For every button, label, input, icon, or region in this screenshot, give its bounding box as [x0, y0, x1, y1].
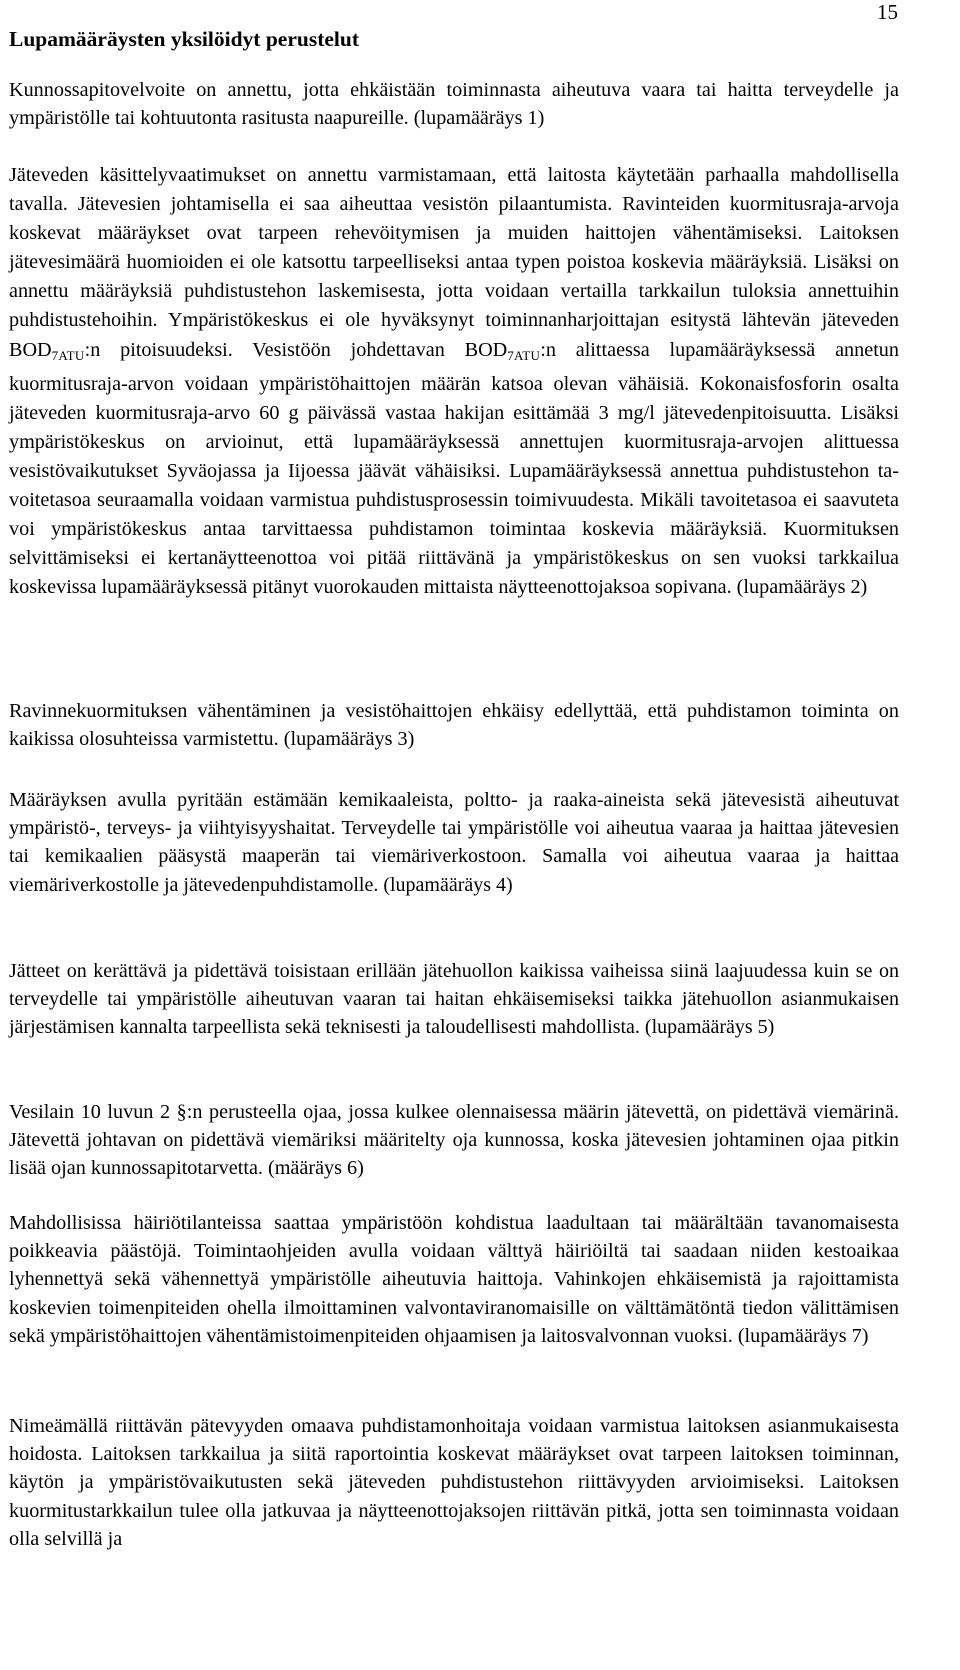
paragraph-text: :n pitoisuudeksi. Vesistöön johdettavan BOD	[84, 338, 508, 361]
paragraph-text: :n alittaessa lupamääräyksessä annetun kuormitusraja-arvon voidaan ympäristöhaittojen määrän katsoa olevan vähäisiä. Kokonaisfosforin osalta jäteveden kuormitusraja-arvo 60 g päivässä vastaa hakijan esittämää 3 mg/l jätevedenpitoisuutta. Lisäksi ympäristökeskus on arvioinut, että lupamääräyksessä annettujen kuormitusraja-arvojen alittuessa vesistövaikutukset Syväojassa ja Iijoessa jäävät vähäisiksi. Lupamääräyksessä annettua puhdistustehon tavoitetasoa seuraamalla voidaan varmistua puhdistusprosessin toimivuudesta. Mikäli tavoitetasoa ei saavuteta voi ympäristökeskus antaa tarvittaessa puhdistamon toimintaa koskevia määräyksiä. Kuormituksen selvittämiseksi ei kertanäytteenottoa voi pitää riittävänä ja ympäristökeskus on sen vuoksi tarkkailua koskevissa lupamääräyksessä pitänyt vuorokauden mittaista näytteenottojaksoa sopivana. (lupamääräys 2)	[9, 338, 899, 599]
paragraph-text: Jäteveden käsittelyvaatimukset on annettu varmistamaan, että laitosta käytetään parhaalla mahdollisella tavalla. Jätevesien johtamisella ei saa aiheuttaa vesistön pilaantumista. Ravinteiden kuormitusraja-arvoja koskevat määräykset ovat tarpeen rehevöitymisen ja muiden haittojen vähentämiseksi. Laitoksen jätevesimäärä huomioiden ei ole katsottu tarpeelliseksi antaa typen poistoa koskevia määräyksiä. Lisäksi on annettu määräyksiä puhdistustehon laskemisesta, jotta voidaan vertailla tarkkailun tuloksia annettuihin puhdistustehoihin. Ympäristökeskus ei ole hyväksynyt toiminnanharjoittajan esitystä lähtevän jäteveden BOD	[9, 164, 899, 361]
paragraph-maintenance-obligation: Kunnossapitovelvoite on annettu, jotta ehkäistään toiminnasta aiheutuva vaara tai haitta terveydelle ja ympäristölle tai kohtuutonta rasitusta naapureille. (lupamääräys 1)	[9, 79, 899, 130]
bod-subscript: 7ATU	[507, 347, 541, 363]
section-heading: Lupamääräysten yksilöidyt perustelut	[9, 27, 360, 51]
paragraph-disturbances: Mahdollisissa häiriötilanteissa saattaa ympäristöön kohdistua laadultaan tai määrältään tavanomaisesta poikkeavia päästöjä. Toimintaohjeiden avulla voidaan välttyä häiriöiltä tai saadaan niiden kestoaikaa lyhennettyä sekä vähennettyä ympäristölle aiheutuvia haittoja. Vahinkojen ehkäisemistä ja rajoittamista koskevien toimenpiteiden ohella ilmoittaminen valvontaviranomaisille on välttämätöntä tiedon välittämisen sekä ympäristöhaittojen vähentämistoimenpiteiden ohjaamisen ja laitosvalvonnan vuoksi. (lupamääräys 7)	[9, 1212, 899, 1347]
paragraph-chemicals: Määräyksen avulla pyritään estämään kemikaaleista, poltto- ja raaka-aineista sekä jätevesistä aiheutuvat ympäristö-, terveys- ja viihtyisyyshaitat. Terveydelle tai ympäristölle voi aiheutua vaaraa ja haittaa jätevesien tai kemikaalien pääsystä maaperän tai viemäriverkostoon. Samalla voi aiheutua vaaraa ja haittaa viemäriverkostolle ja jätevedenpuhdistamolle. (lupamääräys 4)	[9, 789, 899, 896]
paragraph-plant-operator: Nimeämällä riittävän pätevyyden omaava puhdistamonhoitaja voidaan varmistua laitoksen asianmukaisesta hoidosta. Laitoksen tarkkailua ja siitä raportointia koskevat määräykset ovat tarpeen laitoksen toiminnan, käytön ja ympäristövaikutusten sekä jäteveden puhdistustehon riittävyyden arvioimiseksi. Laitoksen kuormitustarkkailun tulee olla jatkuvaa ja näytteenottojaksojen riittävän pitkä, jotta sen toiminnasta voidaan olla selvillä ja	[9, 1415, 899, 1550]
paragraph-water-act: Vesilain 10 luvun 2 §:n perusteella ojaa, jossa kulkee olennaisessa määrin jätevettä, on pidettävä viemärinä. Jätevettä johtavan on pidettävä viemäriksi määritelty oja kunnossa, koska jätevesien johtaminen ojaa pitkin lisää ojan kunnossapitotarvetta. (määräys 6)	[9, 1101, 899, 1180]
page-number: 15	[877, 0, 898, 24]
paragraph-waste: Jätteet on kerättävä ja pidettävä toisistaan erillään jätehuollon kaikissa vaiheissa siinä laajuudessa kuin se on terveydelle tai ympäristölle aiheutuvan vaaran tai haitan ehkäisemiseksi taikka jätehuollon asianmukaisen järjestämisen kannalta tarpeellista sekä teknisesti ja taloudellisesti mahdollista. (lupamääräys 5)	[9, 960, 899, 1039]
paragraph-wastewater-treatment	[9, 161, 899, 602]
bod-subscript: 7ATU	[51, 347, 85, 363]
paragraph-nutrient-load: Ravinnekuormituksen vähentäminen ja vesistöhaittojen ehkäisy edellyttää, että puhdistamon toiminta on kaikissa olosuhteissa varmistettu. (lupamääräys 3)	[9, 700, 899, 751]
